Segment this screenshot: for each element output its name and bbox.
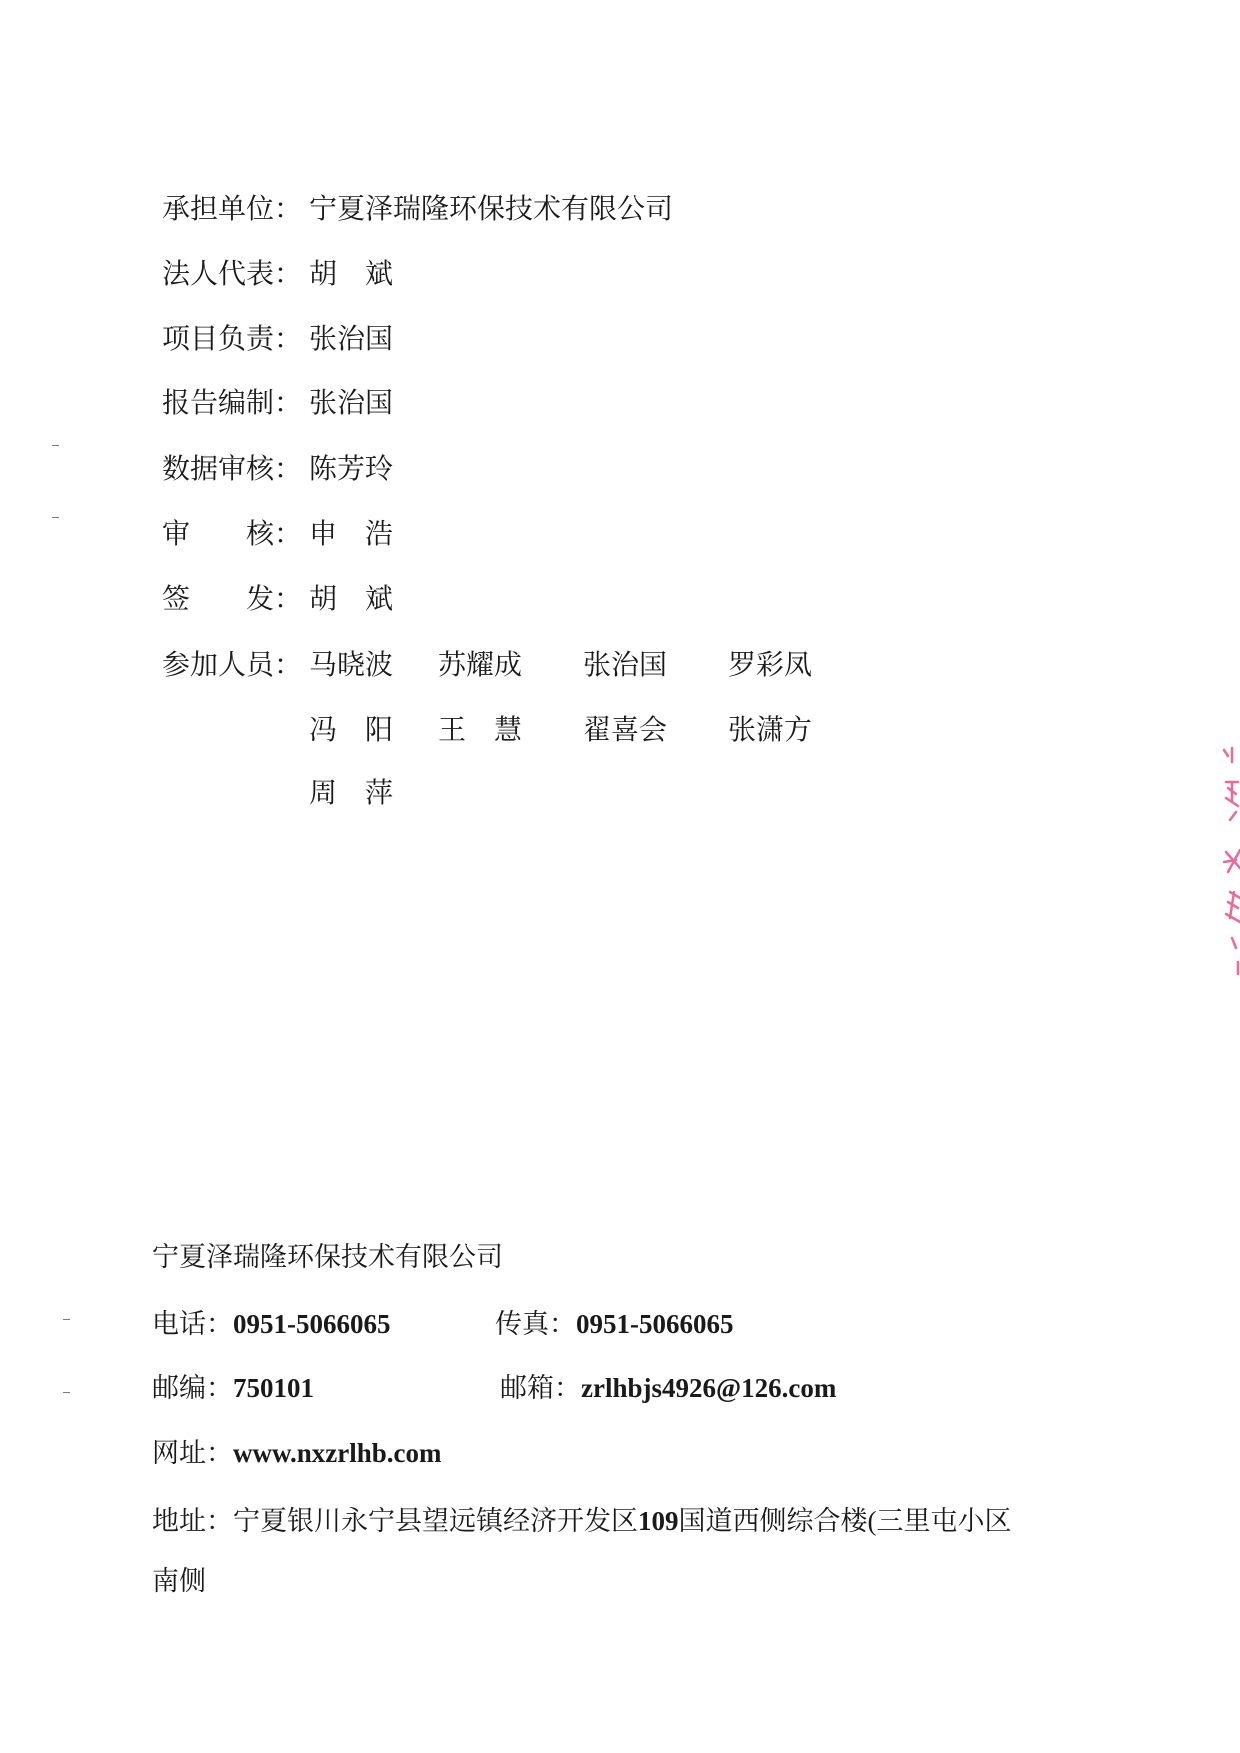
participant-name: 苏耀成 <box>438 650 523 681</box>
participant-name: 冯 阳 <box>309 715 394 746</box>
contact-row-postcode-email <box>152 1371 1052 1405</box>
participant-name: 张治国 <box>583 650 668 681</box>
participant-name: 王 慧 <box>438 715 523 746</box>
seal-fragment <box>1206 742 1240 982</box>
info-label: 审 核： <box>162 519 303 550</box>
fax <box>495 1307 734 1341</box>
company-name <box>152 1240 503 1274</box>
contact-row-website <box>152 1436 442 1470</box>
address-label: 地址： <box>152 1506 233 1536</box>
fax-label: 传真： <box>495 1309 576 1339</box>
info-value: 申 浩 <box>309 519 394 550</box>
info-value: 陈芳玲 <box>309 454 394 485</box>
info-label: 数据审核： <box>162 454 303 485</box>
info-value: 宁夏泽瑞隆环保技术有限公司 <box>309 194 674 225</box>
participant-name: 罗彩凤 <box>728 650 813 681</box>
address-text: 宁夏银川永宁县望远镇经济开发区 <box>233 1506 638 1536</box>
participant-name: 翟喜会 <box>583 715 668 746</box>
scan-mark <box>52 445 59 446</box>
website-label: 网址： <box>152 1438 233 1468</box>
address-text: 国道西侧综合楼(三里屯小区 <box>678 1506 1012 1536</box>
info-label: 报告编制： <box>162 388 303 419</box>
info-label: 承担单位： <box>162 194 303 225</box>
phone-label: 电话： <box>152 1309 233 1339</box>
postcode-label: 邮编： <box>152 1373 233 1403</box>
scan-mark <box>63 1392 70 1393</box>
scan-mark <box>52 517 59 518</box>
email-label: 邮箱： <box>500 1373 581 1403</box>
address-text: 南侧 <box>152 1566 206 1596</box>
participant-name: 张潇方 <box>728 715 813 746</box>
participant-name: 周 萍 <box>309 778 394 809</box>
address-number: 109 <box>638 1506 679 1536</box>
scan-mark <box>63 1319 70 1320</box>
contact-row-phone-fax <box>152 1307 1052 1341</box>
info-label: 项目负责： <box>162 324 303 355</box>
fax-value: 0951-5066065 <box>576 1309 734 1339</box>
website-value: www.nxzrlhb.com <box>233 1438 442 1468</box>
info-label: 参加人员： <box>162 650 303 681</box>
info-value: 胡 斌 <box>309 259 394 290</box>
contact-row-address <box>152 1504 1012 1538</box>
info-value: 张治国 <box>309 324 394 355</box>
info-label: 法人代表： <box>162 259 303 290</box>
seal-icon <box>1206 742 1240 982</box>
info-value: 张治国 <box>309 388 394 419</box>
email-value: zrlhbjs4926@126.com <box>581 1373 837 1403</box>
participant-name: 马晓波 <box>309 650 394 681</box>
email <box>500 1371 836 1405</box>
postcode-value: 750101 <box>233 1373 314 1403</box>
info-value: 胡 斌 <box>309 584 394 615</box>
company-name-text: 宁夏泽瑞隆环保技术有限公司 <box>152 1242 503 1272</box>
info-label: 签 发： <box>162 584 303 615</box>
contact-row-address-continued <box>152 1564 206 1598</box>
phone-value: 0951-5066065 <box>233 1309 391 1339</box>
